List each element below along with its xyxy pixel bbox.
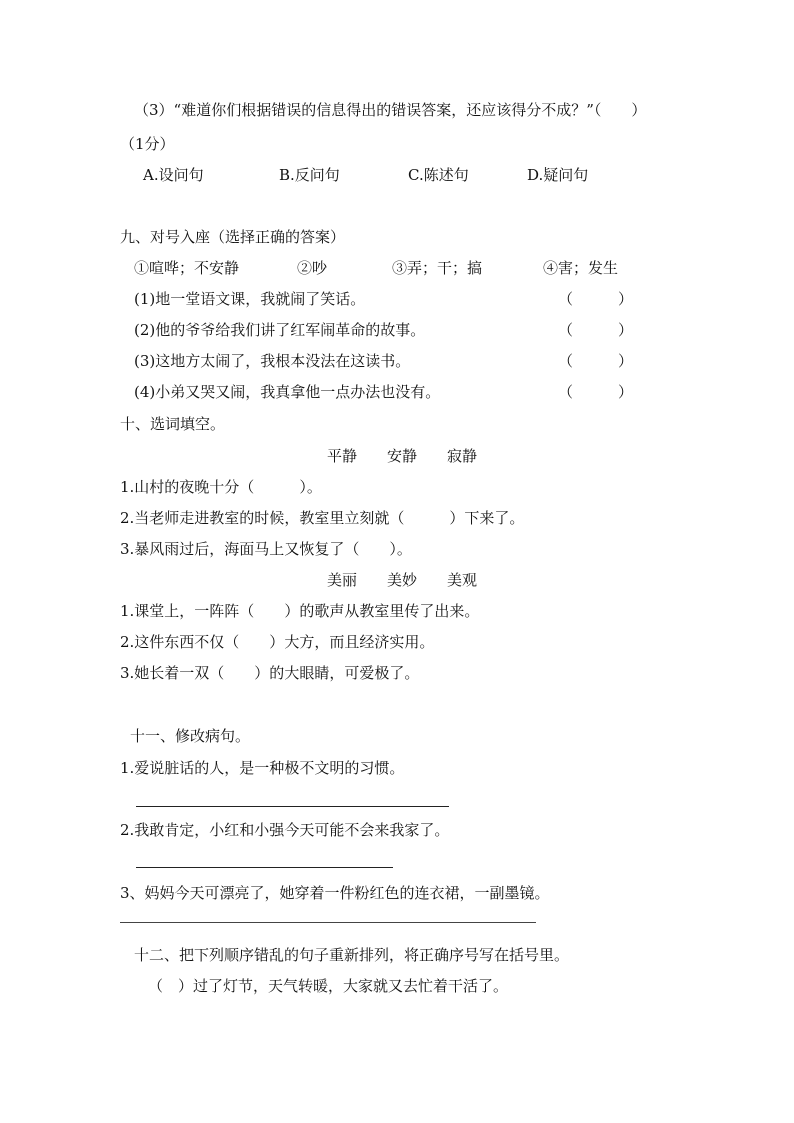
q9-meaning-1: ①喧哗；不安静 [134,259,240,277]
q8-option-a: A.设问句 [143,166,204,184]
q8-score: （1分） [120,135,175,153]
q10-word-bank-2: 美丽 美妙 美观 [327,571,478,589]
q11-item-1: 1.爱说脏话的人，是一种极不文明的习惯。 [120,759,405,777]
q10-g1-item-1: 1.山村的夜晚十分（ ）。 [120,478,322,496]
q12-title: 十二、把下列顺序错乱的句子重新排列，将正确序号写在括号里。 [134,946,570,964]
q8-option-c: C.陈述句 [408,166,469,184]
q9-answer-bracket-2[interactable]: （ ） [558,321,634,339]
q10-g2-item-2: 2.这件东西不仅（ ）大方，而且经济实用。 [120,633,435,651]
q9-meaning-3: ③弄；干；搞 [392,259,483,277]
q11-title: 十一、修改病句。 [130,727,251,745]
q11-answer-line-3[interactable] [120,922,536,923]
q9-title: 九、对号入座（选择正确的答案） [120,228,346,246]
q11-item-2: 2.我敢肯定，小红和小强今天可能不会来我家了。 [120,821,450,839]
q9-answer-bracket-1[interactable]: （ ） [558,290,634,308]
q10-title: 十、选词填空。 [120,415,226,433]
q11-answer-line-1[interactable] [136,806,449,807]
q9-sentence-4: (4)小弟又哭又闹，我真拿他一点办法也没有。 [134,383,441,401]
q8-option-b: B.反问句 [279,166,340,184]
q8-item3: （3）“难道你们根据错误的信息得出的错误答案，还应该得分不成？”（ ） [134,101,647,119]
q9-meaning-2: ②吵 [297,259,328,277]
q9-answer-bracket-4[interactable]: （ ） [558,383,634,401]
q9-sentence-3: (3)这地方太闹了，我根本没法在这读书。 [134,352,411,370]
q11-item-3: 3、妈妈今天可漂亮了，她穿着一件粉红色的连衣裙，一副墨镜。 [120,884,550,902]
q10-g1-item-2: 2.当老师走进教室的时候，教室里立刻就（ ）下来了。 [120,509,525,527]
q10-word-bank-1: 平静 安静 寂静 [327,447,478,465]
q8-option-d: D.疑问句 [527,166,589,184]
q10-g1-item-3: 3.暴风雨过后，海面马上又恢复了（ ）。 [120,540,412,558]
q9-answer-bracket-3[interactable]: （ ） [558,352,634,370]
q10-g2-item-1: 1.课堂上，一阵阵（ ）的歌声从教室里传了出来。 [120,602,480,620]
q10-g2-item-3: 3.她长着一双（ ）的大眼睛，可爱极了。 [120,664,420,682]
q9-sentence-2: (2)他的爷爷给我们讲了红军闹革命的故事。 [134,321,426,339]
q9-meaning-4: ④害；发生 [543,259,619,277]
q12-item-1: （ ）过了灯节，天气转暖，大家就又去忙着干活了。 [148,977,509,995]
q9-sentence-1: (1)地一堂语文课，我就闹了笑话。 [134,290,366,308]
q11-answer-line-2[interactable] [136,867,393,868]
